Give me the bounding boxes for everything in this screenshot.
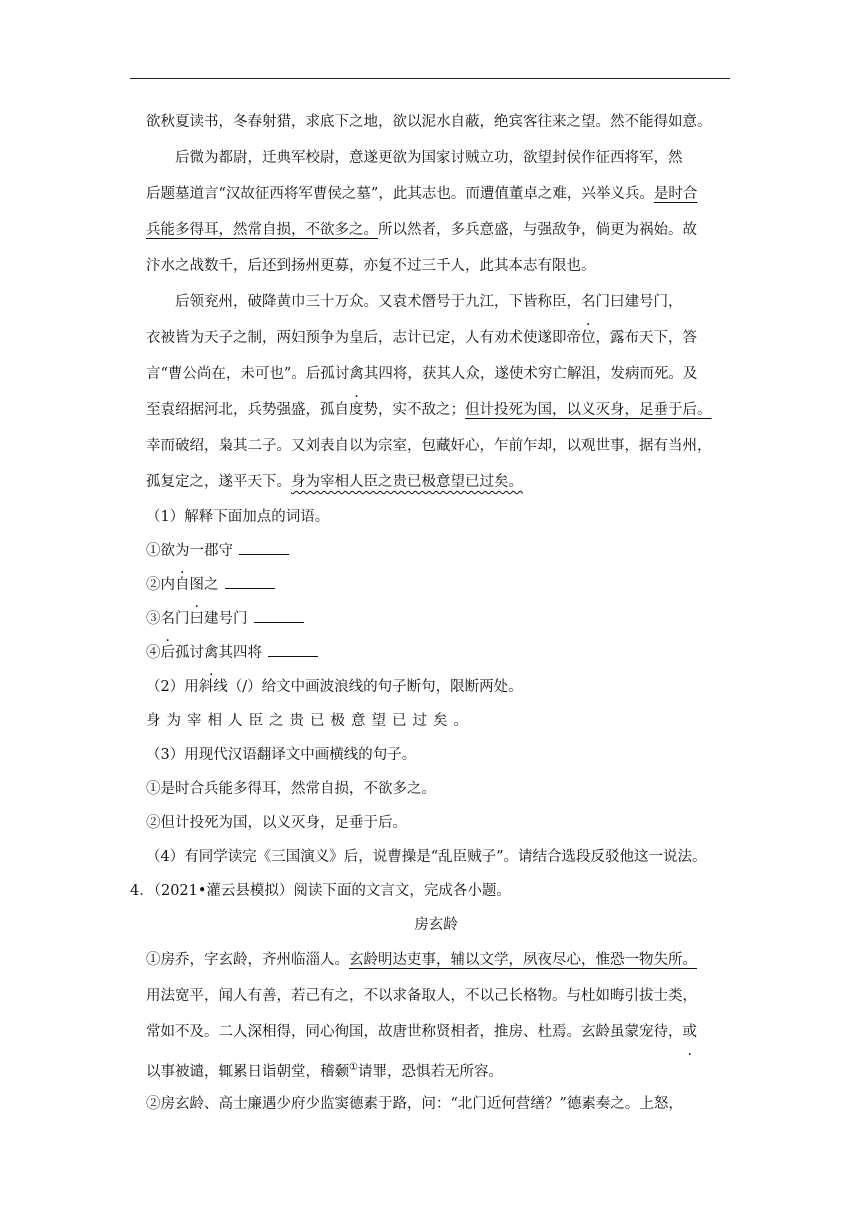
answer-blank[interactable] xyxy=(254,608,304,623)
passage-title: 房玄龄 xyxy=(414,917,458,933)
para3-line6-text: 孤复定之，遂平天下。 xyxy=(146,474,291,490)
question-1-item-1 xyxy=(146,534,736,568)
dotted-char-qin: 禽 xyxy=(349,366,364,382)
para3-line3-b: 其四将，获其人众，遂使术穷亡解沮，发病而死。及 xyxy=(363,366,698,382)
answer-blank[interactable] xyxy=(239,540,289,555)
question-1-item-2 xyxy=(146,568,736,602)
question-3-item-1: ①是时合兵能多得耳，然常自损，不欲多之。 xyxy=(146,781,436,797)
para3-line3 xyxy=(146,356,736,392)
answer-blank[interactable] xyxy=(225,574,275,589)
underlined-sentence-3: 玄龄明达吏事，辅以文学，夙夜尽心，惟恐一物失所。 xyxy=(349,952,697,968)
underlined-sentence-1a: 是时合 xyxy=(653,186,698,202)
para2-line3 xyxy=(146,212,736,248)
para3-line4-text: 至袁绍据河北，兵势强盛，孤自度势，实不敌之； xyxy=(146,402,465,418)
question-1-item-3 xyxy=(146,602,736,636)
passage-line5: ②房玄龄、高士廉遇少府少监窦德素于路，问：“北门近何营缮？”德素奏之。上怒， xyxy=(146,1096,683,1112)
q1-item2-post: 之 xyxy=(204,577,219,593)
question-4-title: （4）有同学读完《三国演义》后，说曹操是“乱臣贼子”。请结合选段反驳他这一说法。 xyxy=(146,849,707,865)
passage-line4-a: 以事被谴，辄累日诣朝堂，稽颡 xyxy=(146,1063,349,1080)
q1-item3-pre: ③ xyxy=(146,611,161,627)
passage-line3-text: 常如不及。二人深相得，同心徇国，故唐世称贤相者，推房、杜焉。玄龄虽蒙宠待， xyxy=(146,1024,683,1040)
para2-line2 xyxy=(146,176,736,212)
passage-line4 xyxy=(146,1050,736,1086)
q1-item1-pre: ①欲 xyxy=(146,543,175,559)
q1-item4-dot: 禽 xyxy=(204,645,219,661)
q1-item3-post: 门曰建号门 xyxy=(175,611,248,627)
dotted-char-ming: 名 xyxy=(581,294,596,310)
q1-item3-dot: 名 xyxy=(160,611,175,627)
para3-line1 xyxy=(146,284,736,320)
para3-line5: 幸而破绍，枭其二子。又刘表自以为宗室，包藏奸心，乍前乍却，以观世事，据有当州， xyxy=(146,438,712,454)
question-1-item-4 xyxy=(146,636,736,670)
para2-line4: 汴水之战数千，后还到扬州更募，亦复不过三千人，此其本志有限也。 xyxy=(146,258,596,274)
passage-line1-text: ①房乔，字玄龄，齐州临淄人。 xyxy=(146,952,349,968)
underlined-sentence-2: 但计投死为国，以义灭身，足垂于后。 xyxy=(465,402,712,418)
q1-item4-pre: ④后孤讨 xyxy=(146,645,204,661)
document-body xyxy=(130,104,736,1122)
para2-line2-text: 后题墓道言“汉故征西将军曹侯之墓”，此其志也。而遭值董卓之难，兴举义兵。 xyxy=(146,186,654,202)
para1-line1: 欲秋夏读书，冬春射猎，求底下之地，欲以泥水自蔽，绝宾客往来之望。然不能得如意。 xyxy=(146,114,712,130)
question-3-item-2: ②但计投死为国，以义灭身，足垂于后。 xyxy=(146,815,407,831)
question-1-title: （1）解释下面加点的词语。 xyxy=(146,509,330,525)
dotted-char-huo: 或 xyxy=(682,1024,697,1040)
para3-line4 xyxy=(146,392,736,428)
passage-line1 xyxy=(146,942,736,978)
passage-line3 xyxy=(146,1014,736,1050)
wavy-sentence: 身为宰相人臣之贵已极意望已过矣。 xyxy=(291,474,523,490)
question-3-title: （3）用现代汉语翻译文中画横线的句子。 xyxy=(146,747,417,763)
q1-item2-pre: ②内自 xyxy=(146,577,190,593)
para3-line2: 衣被皆为天子之制，两妇预争为皇后，志计已定，人有劝术使遂即帝位，露布天下，答 xyxy=(146,330,697,346)
passage-line2: 用法宽平，闻人有善，若己有之，不以求备取人，不以己长格物。与杜如晦引拔士类， xyxy=(146,988,697,1004)
question-2-sentence: 身为宰相人臣之贵已极意望已过矣。 xyxy=(146,713,474,729)
para3-line1-a: 后领兖州，破降黄巾三十万众。又袁术僭号于九江，下皆称臣， xyxy=(175,294,581,310)
header-rule xyxy=(130,78,730,79)
q1-item4-post: 其四将 xyxy=(218,645,262,661)
q1-item1-post: 一郡守 xyxy=(189,543,233,559)
q1-item2-dot: 图 xyxy=(189,577,204,593)
question-2-title: （2）用斜线（/）给文中画波浪线的句子断句，限断两处。 xyxy=(146,679,523,695)
para3-line1-b: 门曰建号门， xyxy=(595,294,683,310)
problem-4-header: 4．（2021•灌云县模拟）阅读下面的文言文，完成各小题。 xyxy=(130,883,511,899)
para2-line1: 后微为都尉，迁典军校尉，意遂更欲为国家讨贼立功，欲望封侯作征西将军，然 xyxy=(175,150,683,166)
passage-line4-b: 请罪，恐惧若无所容。 xyxy=(357,1063,503,1080)
footnote-marker: ① xyxy=(349,1062,358,1073)
q1-item1-dot: 为 xyxy=(175,543,190,559)
para3-line3-a: 言“曹公尚在，未可也”。后孤讨 xyxy=(146,366,350,382)
underlined-sentence-1b: 兵能多得耳，然常自损，不欲多之。 xyxy=(146,222,378,238)
para2-line3-text: 所以然者，多兵意盛，与强敌争，倘更为祸始。故 xyxy=(378,222,697,238)
para3-line6 xyxy=(146,464,736,500)
answer-blank[interactable] xyxy=(268,642,318,657)
